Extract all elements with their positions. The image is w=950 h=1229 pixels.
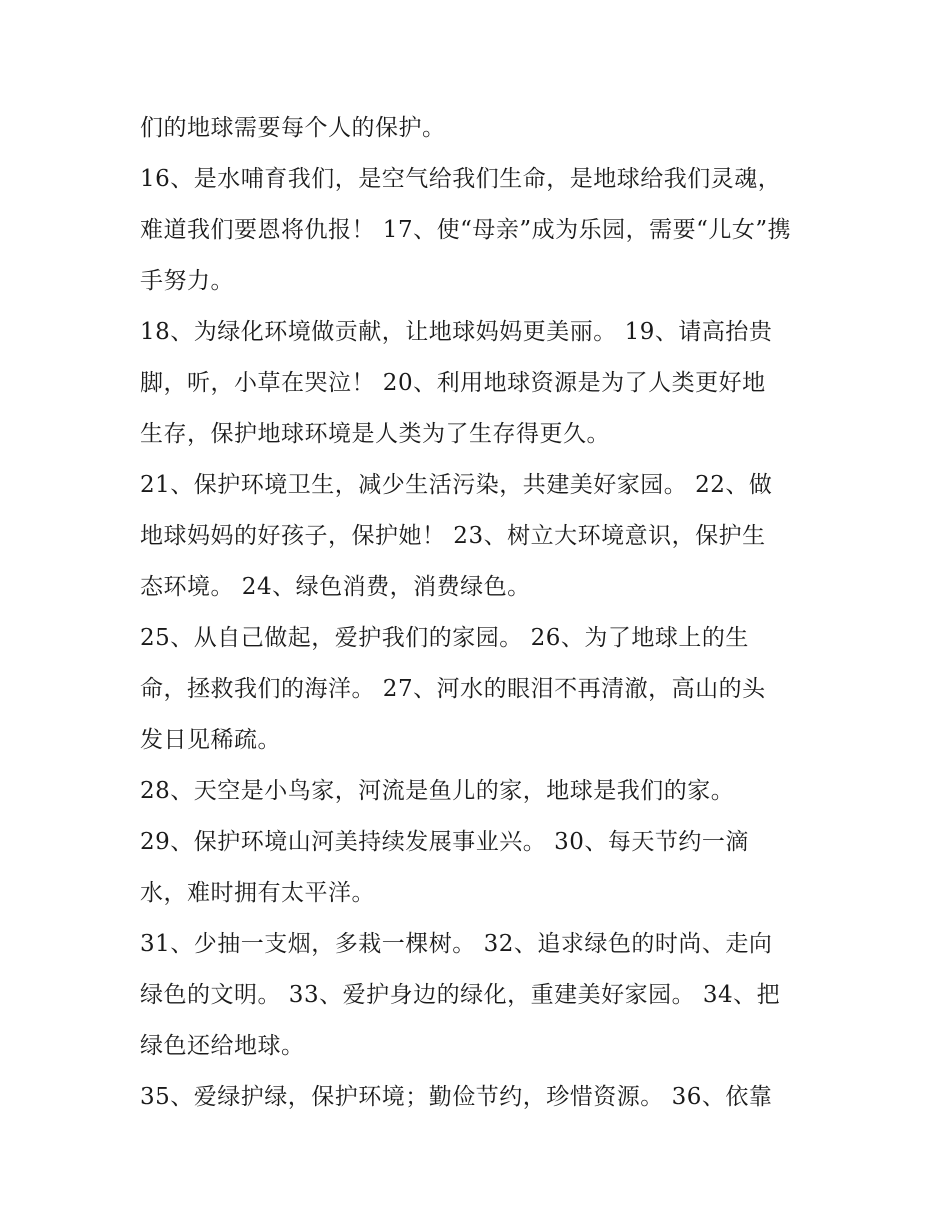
text-line: 29、保护环境山河美持续发展事业兴。 30、每天节约一滴 bbox=[140, 829, 749, 855]
text-line: 地球妈妈的好孩子，保护她！ 23、树立大环境意识，保护生 bbox=[140, 523, 766, 549]
text-line: 25、从自己做起，爱护我们的家园。 26、为了地球上的生 bbox=[140, 625, 749, 651]
text-line: 28、天空是小鸟家，河流是鱼儿的家，地球是我们的家。 bbox=[140, 778, 735, 804]
text-line: 18、为绿化环境做贡献，让地球妈妈更美丽。 19、请高抬贵 bbox=[140, 319, 773, 345]
text-line: 们的地球需要每个人的保护。 bbox=[140, 115, 446, 141]
body-text bbox=[140, 108, 820, 1128]
text-line: 态环境。 24、绿色消费，消费绿色。 bbox=[140, 574, 531, 600]
text-line: 水，难时拥有太平洋。 bbox=[140, 880, 375, 906]
text-line: 难道我们要恩将仇报！ 17、使“母亲”成为乐园，需要“儿女”携 bbox=[140, 217, 792, 243]
text-line: 35、爱绿护绿，保护环境；勤俭节约，珍惜资源。 36、依靠 bbox=[140, 1084, 773, 1110]
text-line: 命，拯救我们的海洋。 27、河水的眼泪不再清澈，高山的头 bbox=[140, 676, 766, 702]
text-line: 21、保护环境卫生，减少生活污染，共建美好家园。 22、做 bbox=[140, 472, 773, 498]
text-line: 16、是水哺育我们，是空气给我们生命，是地球给我们灵魂， bbox=[140, 166, 782, 192]
text-line: 绿色的文明。 33、爱护身边的绿化，重建美好家园。 34、把 bbox=[140, 982, 781, 1008]
text-line: 31、少抽一支烟，多栽一棵树。 32、追求绿色的时尚、走向 bbox=[140, 931, 773, 957]
text-line: 发日见稀疏。 bbox=[140, 727, 281, 753]
text-line: 手努力。 bbox=[140, 268, 234, 294]
text-line: 绿色还给地球。 bbox=[140, 1033, 305, 1059]
text-line: 生存，保护地球环境是人类为了生存得更久。 bbox=[140, 421, 610, 447]
text-line: 脚，听，小草在哭泣！ 20、利用地球资源是为了人类更好地 bbox=[140, 370, 766, 396]
